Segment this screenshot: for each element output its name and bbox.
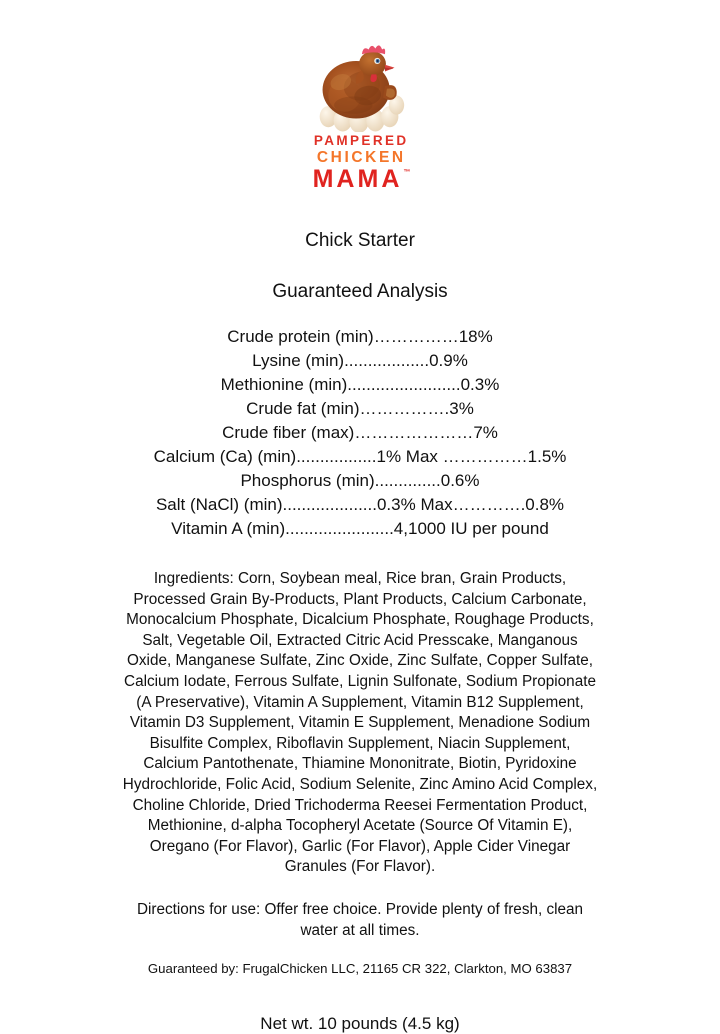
guarantor-line: Guaranteed by: FrugalChicken LLC, 21165 CR 322, Clarkton, MO 63837 [147, 961, 573, 977]
logo-line-chicken: CHICKEN [316, 148, 406, 166]
analysis-row: Crude protein (min)……………18% [227, 327, 493, 346]
analysis-row: Crude fat (min)…………….3% [246, 399, 474, 418]
logo-line-pampered: PAMPERED [313, 133, 409, 148]
analysis-row: Salt (NaCl) (min)....................0.3% Max………….0.8% [155, 495, 565, 514]
analysis-row: Lysine (min)..................0.9% [252, 351, 468, 370]
analysis-row: Vitamin A (min).......................4,1000 IU per pound [171, 519, 549, 538]
logo-wordmark [310, 134, 411, 192]
guaranteed-analysis-heading: Guaranteed Analysis [272, 281, 448, 302]
guaranteed-analysis-list [40, 325, 680, 541]
trademark-symbol: ™ [403, 169, 411, 176]
analysis-row: Calcium (Ca) (min).................1% Max ……………1.5% [153, 447, 567, 466]
hen-on-eggs-illustration [312, 36, 408, 132]
analysis-row: Crude fiber (max)…………………7% [222, 423, 498, 442]
analysis-row: Phosphorus (min)..............0.6% [240, 471, 480, 490]
directions-paragraph: Directions for use: Offer free choice. Provide plenty of fresh, clean water at all times. [136, 900, 584, 939]
logo-line-mama: MAMA [312, 165, 403, 193]
analysis-row: Methionine (min)........................0.3% [220, 375, 500, 394]
product-title: Chick Starter [305, 230, 415, 251]
hen-head [359, 51, 386, 76]
net-weight-line: Net wt. 10 pounds (4.5 kg) [260, 1014, 460, 1034]
ingredients-paragraph: Ingredients: Corn, Soybean meal, Rice bran, Grain Products, Processed Grain By-Products, Plant Products, Calcium Carbonate, Monocalcium Phosphate, Dicalcium Phosphate, Roughage Products, Salt, Vegetable Oil, Extracted Citric Acid Presscake, Manganous Oxide, Manganese Sulfate, Zinc Oxide, Zinc Sulfate, Copper Sulfate, Calcium Iodate, Ferrous Sulfate, Lignin Sulfonate, Sodium Propionate (A Preservative), Vitamin A Supplement, Vitamin B12 Supplement, Vitamin D3 Supplement, Vitamin E Supplement, Menadione Sodium Bisulfite Complex, Riboflavin Supplement, Niacin Supplement, Calcium Pantothenate, Thiamine Mononitrate, Biotin, Pyridoxine Hydrochloride, Folic Acid, Sodium Selenite, Zinc Amino Acid Complex, Choline Chloride, Dried Trichoderma Reesei Fermentation Product, Methionine, d-alpha Tocopheryl Acetate (Source Of Vitamin E), Oregano (For Flavor), Garlic (For Flavor), Apple Cider Vinegar Granules (For Flavor). [122, 570, 598, 876]
brand-logo [290, 36, 430, 192]
